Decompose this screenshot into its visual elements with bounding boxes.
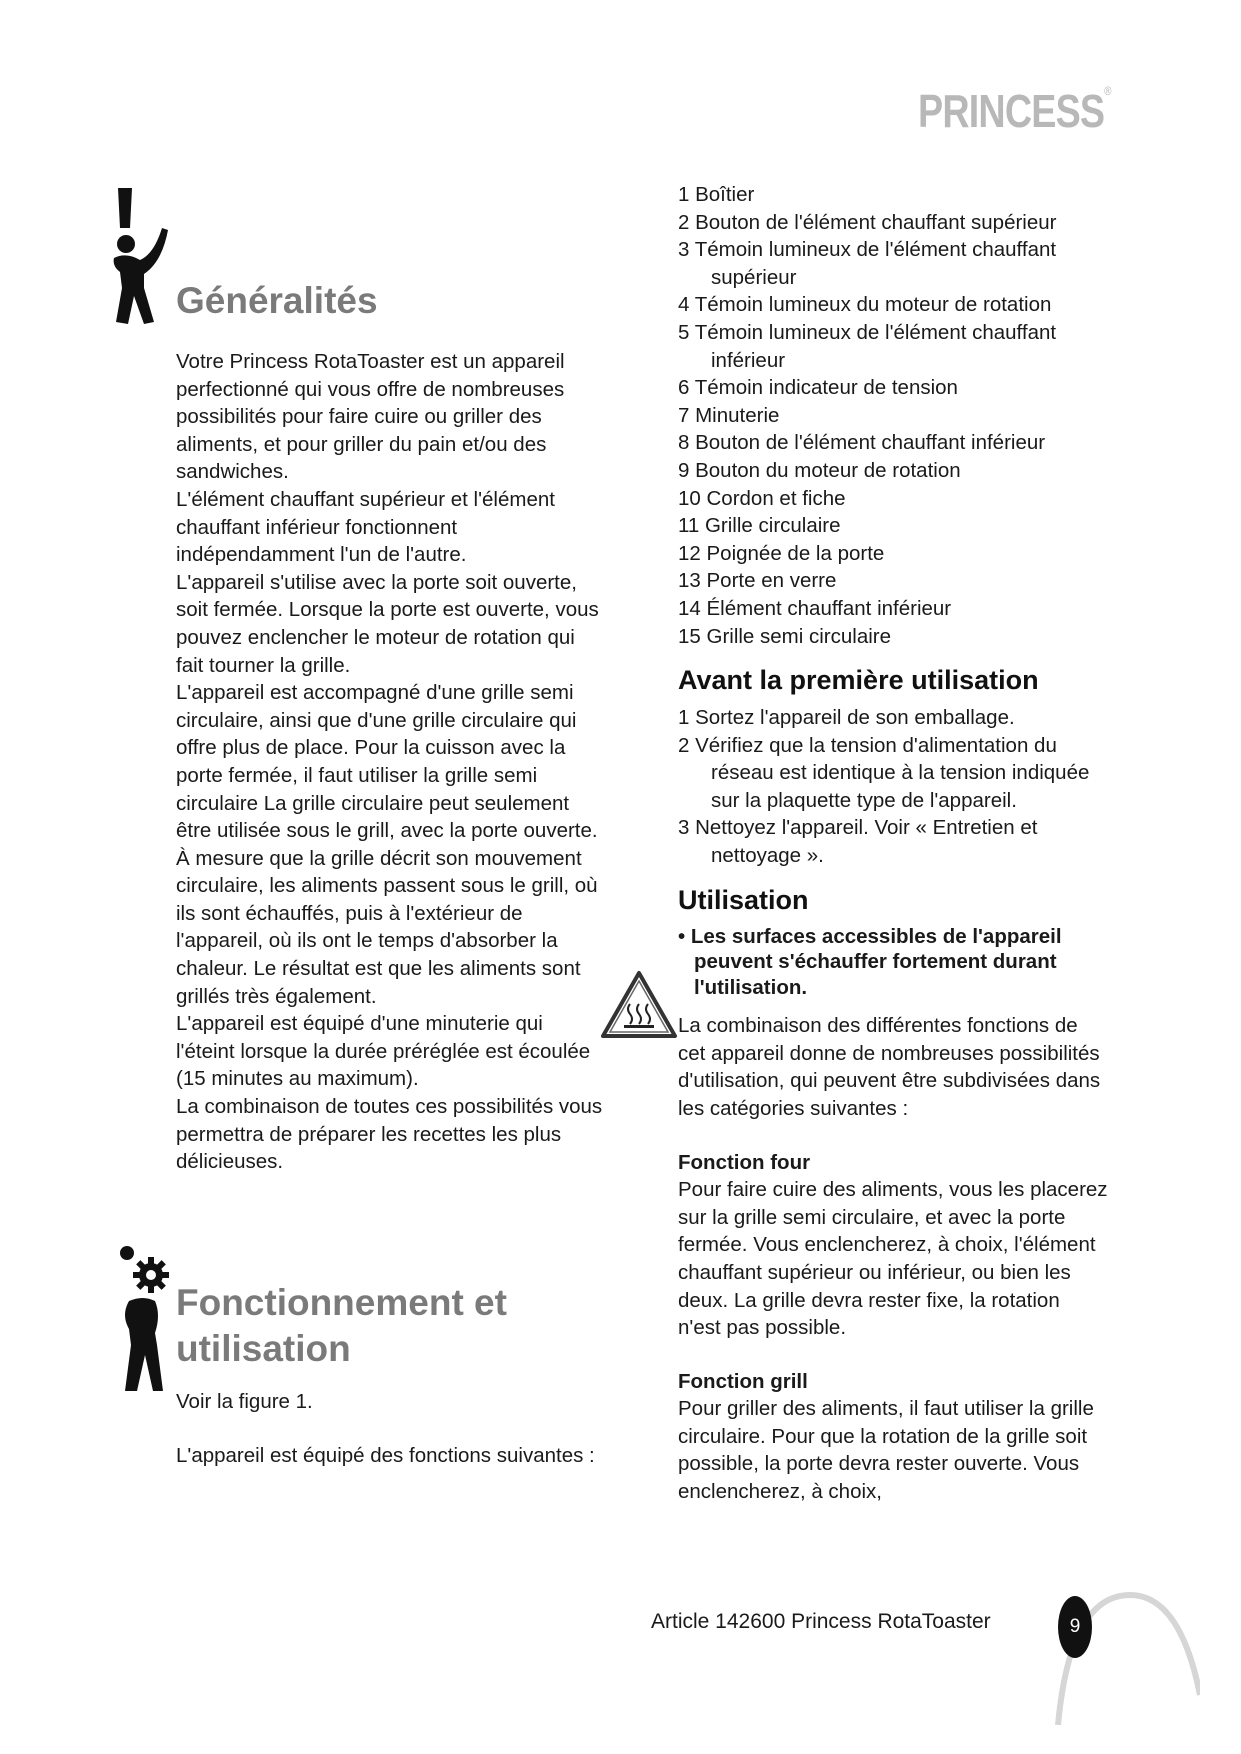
paragraph: L'appareil s'utilise avec la porte soit ouverte, soit fermée. Lorsque la porte est ouverte, vous pouvez enclencher le moteur de rotation qui fait tourner la grille. — [176, 570, 599, 677]
title-line: utilisation — [176, 1327, 351, 1369]
registered-mark: ® — [1104, 84, 1111, 98]
paragraph: Votre Princess RotaToaster est un appareil perfectionné qui vous offre de nombreuses possibilités pour faire cuire ou griller des aliments, et pour griller du pain et/ou des sandwiches. — [176, 350, 565, 484]
function-title-grill: Fonction grill — [678, 1369, 808, 1393]
function-text-four: Pour faire cuire des aliments, vous les placerez sur la grille semi circulaire, et avec la porte fermée. Vous enclencherez, à choix, l'élément chauffant supérieur ou inférieur, ou bien les deux. La grille devra rester fixe, la rotation n'est pas possible. — [678, 1178, 1108, 1340]
list-item: 1 Boîtier — [678, 183, 755, 206]
list-item: 15 Grille semi circulaire — [678, 624, 892, 648]
section-title-fonctionnement — [176, 1280, 606, 1372]
list-item: 3 Nettoyez l'appareil. Voir « Entretien et nettoyage ». — [678, 816, 1038, 868]
section-title-generalites: Généralités — [176, 280, 378, 321]
list-item: 11 Grille circulaire — [678, 514, 841, 538]
left-column — [176, 278, 606, 1470]
list-item: 6 Témoin indicateur de tension — [678, 376, 958, 400]
list-item: 4 Témoin lumineux du moteur de rotation — [678, 293, 1052, 317]
gear-person-icon — [115, 1245, 175, 1393]
list-item: 2 Vérifiez que la tension d'alimentation du réseau est identique à la tension indiquée sur la plaquette type de l'appareil. — [678, 733, 1090, 812]
see-figure-text: Voir la figure 1. — [176, 1389, 313, 1413]
list-item: 14 Élément chauffant inférieur — [678, 596, 952, 620]
function-title-four: Fonction four — [678, 1150, 811, 1174]
brand-logo — [918, 84, 1111, 138]
list-item: 8 Bouton de l'élément chauffant inférieur — [678, 431, 1046, 455]
hot-surface-warning-icon — [600, 970, 678, 1040]
parts-list — [678, 181, 1108, 650]
subheading-avant: Avant la première utilisation — [678, 665, 1039, 696]
generalites-body — [176, 348, 606, 1176]
list-item: 7 Minuterie — [678, 403, 780, 427]
list-item: 1 Sortez l'appareil de son emballage. — [678, 706, 1015, 730]
list-item: 2 Bouton de l'élément chauffant supérieur — [678, 210, 1057, 234]
list-item: 3 Témoin lumineux de l'élément chauffant supérieur — [678, 238, 1057, 289]
paragraph: L'appareil est équipé d'une minuterie qui l'éteint lorsque la durée préréglée est écoulée (15 minutes au maximum). — [176, 1012, 591, 1091]
utilisation-intro: La combinaison des différentes fonctions de cet appareil donne de nombreuses possibilités d'utilisation, qui peuvent être subdivisées dans les catégories suivantes : — [678, 1014, 1101, 1120]
paragraph: À mesure que la grille décrit son mouvement circulaire, les aliments passent sous le grill, où ils sont échauffés, puis à l'extérieur de l'appareil, où ils ont le temps d'absorber la chaleur. Le résultat est que les aliments sont grillés très également. — [176, 846, 598, 1008]
paragraph: L'appareil est accompagné d'une grille semi circulaire, ainsi que d'une grille circulaire qui offre plus de place. Pour la cuisson avec la porte fermée, il faut utiliser la grille semi circulaire La grille circulaire peut seulement être utilisée sous le grill, avec la porte ouverte. — [176, 681, 598, 843]
fonctionnement-body — [176, 1388, 606, 1470]
function-text-grill: Pour griller des aliments, il faut utiliser la grille circulaire. Pour que la rotation de la grille soit possible, la porte devra rester ouverte. Vous enclencherez, à choix, — [678, 1397, 1094, 1504]
title-line: Fonctionnement et — [176, 1281, 507, 1323]
functions-intro-text: L'appareil est équipé des fonctions suivantes : — [176, 1444, 595, 1468]
paragraph: L'élément chauffant supérieur et l'élément chauffant inférieur fonctionnent indépendamment l'un de l'autre. — [176, 487, 555, 567]
paragraph: La combinaison de toutes ces possibilités vous permettra de préparer les recettes les plus délicieuses. — [176, 1095, 603, 1174]
warning-text: • Les surfaces accessibles de l'appareil peuvent s'échauffer fortement durant l'utilisation. — [678, 924, 1062, 999]
page-number: 9 — [1058, 1596, 1092, 1658]
avant-steps-list — [678, 704, 1108, 870]
subheading-utilisation: Utilisation — [678, 884, 809, 915]
list-item: 12 Poignée de la porte — [678, 541, 885, 565]
brand-name: PRINCESS — [918, 85, 1105, 137]
right-column — [678, 181, 1108, 1506]
footer-article-text: Article 142600 Princess RotaToaster — [651, 1610, 991, 1633]
list-item: 10 Cordon et fiche — [678, 486, 846, 510]
list-item: 13 Porte en verre — [678, 569, 837, 593]
exclamation-person-icon — [110, 188, 170, 324]
list-item: 5 Témoin lumineux de l'élément chauffant inférieur — [678, 320, 1057, 372]
list-item: 9 Bouton du moteur de rotation — [678, 458, 961, 482]
